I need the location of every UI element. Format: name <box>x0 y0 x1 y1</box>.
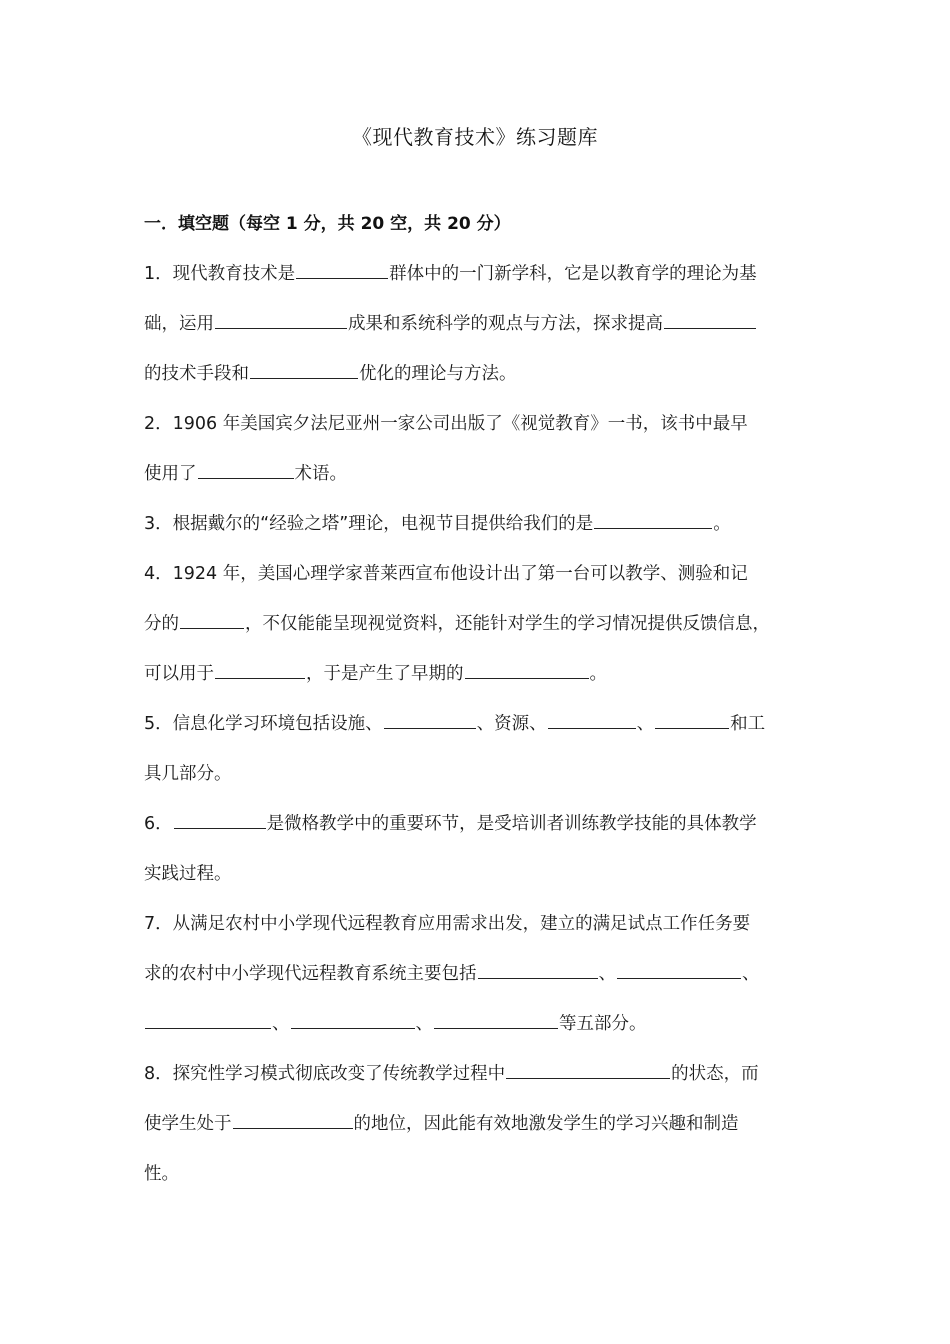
text-segment: 具几部分。 <box>144 764 232 784</box>
text-segment: 7．从满足农村中小学现代远程教育应用需求出发，建立的满足试点工作任务要 <box>144 914 751 934</box>
text-segment: 的地位，因此能有效地激发学生的学习兴趣和制造 <box>353 1114 739 1134</box>
question-7-line-3 <box>144 1010 647 1038</box>
text-segment: 、 <box>415 1014 433 1034</box>
text-segment: 、 <box>598 964 616 984</box>
question-8-line-3 <box>144 1160 179 1188</box>
text-segment: 4．1924 年，美国心理学家普莱西宣布他设计出了第一台可以教学、测验和记 <box>144 564 748 584</box>
text-segment: ，于是产生了早期的 <box>306 664 464 684</box>
question-6-line-2 <box>144 860 232 888</box>
question-8-line-2 <box>144 1110 739 1138</box>
question-6-line-1 <box>144 810 757 838</box>
question-4-line-3 <box>144 660 607 688</box>
answer-blank <box>655 710 729 729</box>
answer-blank <box>384 710 476 729</box>
answer-blank <box>291 1010 415 1029</box>
answer-blank <box>233 1110 353 1129</box>
answer-blank <box>434 1010 558 1029</box>
question-3-line-1 <box>144 510 731 538</box>
text-segment: 、资源、 <box>476 714 547 734</box>
text-segment: 实践过程。 <box>144 864 232 884</box>
text-segment: 、 <box>272 1014 290 1034</box>
text-segment: 求的农村中小学现代远程教育系统主要包括 <box>144 964 477 984</box>
section-heading-fill-in-blank: 一．填空题（每空 1 分，共 20 空，共 20 分） <box>144 214 511 234</box>
answer-blank <box>465 660 589 679</box>
answer-blank <box>478 960 598 979</box>
question-2-line-1 <box>144 410 748 438</box>
answer-blank <box>594 510 712 529</box>
question-8-line-1 <box>144 1060 759 1088</box>
text-segment: 、 <box>742 964 760 984</box>
text-segment: 成果和系统科学的观点与方法，探求提高 <box>348 314 663 334</box>
text-segment: 和工 <box>730 714 766 734</box>
text-segment: ，不仅能能呈现视觉资料，还能针对学生的学习情况提供反馈信息， <box>245 614 770 634</box>
text-segment: 是微格教学中的重要环节，是受培训者训练教学技能的具体教学 <box>266 814 757 834</box>
text-segment: 础，运用 <box>144 314 214 334</box>
text-segment: 1．现代教育技术是 <box>144 264 296 284</box>
answer-blank <box>617 960 741 979</box>
text-segment: 群体中的一门新学科，它是以教育学的理论为基 <box>389 264 757 284</box>
answer-blank <box>296 260 388 279</box>
answer-blank <box>198 460 294 479</box>
answer-blank <box>180 610 244 629</box>
text-segment: 2．1906 年美国宾夕法尼亚州一家公司出版了《视觉教育》一书，该书中最早 <box>144 414 748 434</box>
question-4-line-1 <box>144 560 748 588</box>
text-segment: 可以用于 <box>144 664 214 684</box>
question-5-line-2 <box>144 760 232 788</box>
answer-blank <box>174 810 266 829</box>
answer-blank <box>664 310 756 329</box>
text-segment: 8．探究性学习模式彻底改变了传统教学过程中 <box>144 1064 506 1084</box>
text-segment: 的技术手段和 <box>144 364 249 384</box>
text-segment: 等五部分。 <box>559 1014 647 1034</box>
question-2-line-2 <box>144 460 347 488</box>
text-segment: 的状态，而 <box>671 1064 759 1084</box>
question-5-line-1 <box>144 710 765 738</box>
answer-blank <box>215 660 305 679</box>
answer-blank <box>145 1010 271 1029</box>
text-segment: 。 <box>713 514 731 534</box>
text-segment: 使用了 <box>144 464 197 484</box>
answer-blank <box>250 360 358 379</box>
text-segment: 优化的理论与方法。 <box>359 364 517 384</box>
answer-blank <box>548 710 636 729</box>
answer-blank <box>506 1060 670 1079</box>
question-1-line-1 <box>144 260 757 288</box>
text-segment: 5．信息化学习环境包括设施、 <box>144 714 383 734</box>
text-segment: 3．根据戴尔的“经验之塔”理论，电视节目提供给我们的是 <box>144 514 594 534</box>
text-segment: 性。 <box>144 1164 179 1184</box>
question-4-line-2 <box>144 610 770 638</box>
answer-blank <box>215 310 347 329</box>
text-segment: 术语。 <box>294 464 347 484</box>
page-title: 《现代教育技术》练习题库 <box>352 125 598 149</box>
question-1-line-3 <box>144 360 517 388</box>
text-segment: 6． <box>144 814 173 834</box>
question-7-line-2 <box>144 960 760 988</box>
text-segment: 、 <box>636 714 655 734</box>
question-7-line-1 <box>144 910 750 938</box>
text-segment: 。 <box>589 664 607 684</box>
question-1-line-2 <box>144 310 757 338</box>
text-segment: 使学生处于 <box>144 1114 232 1134</box>
text-segment: 分的 <box>144 614 179 634</box>
